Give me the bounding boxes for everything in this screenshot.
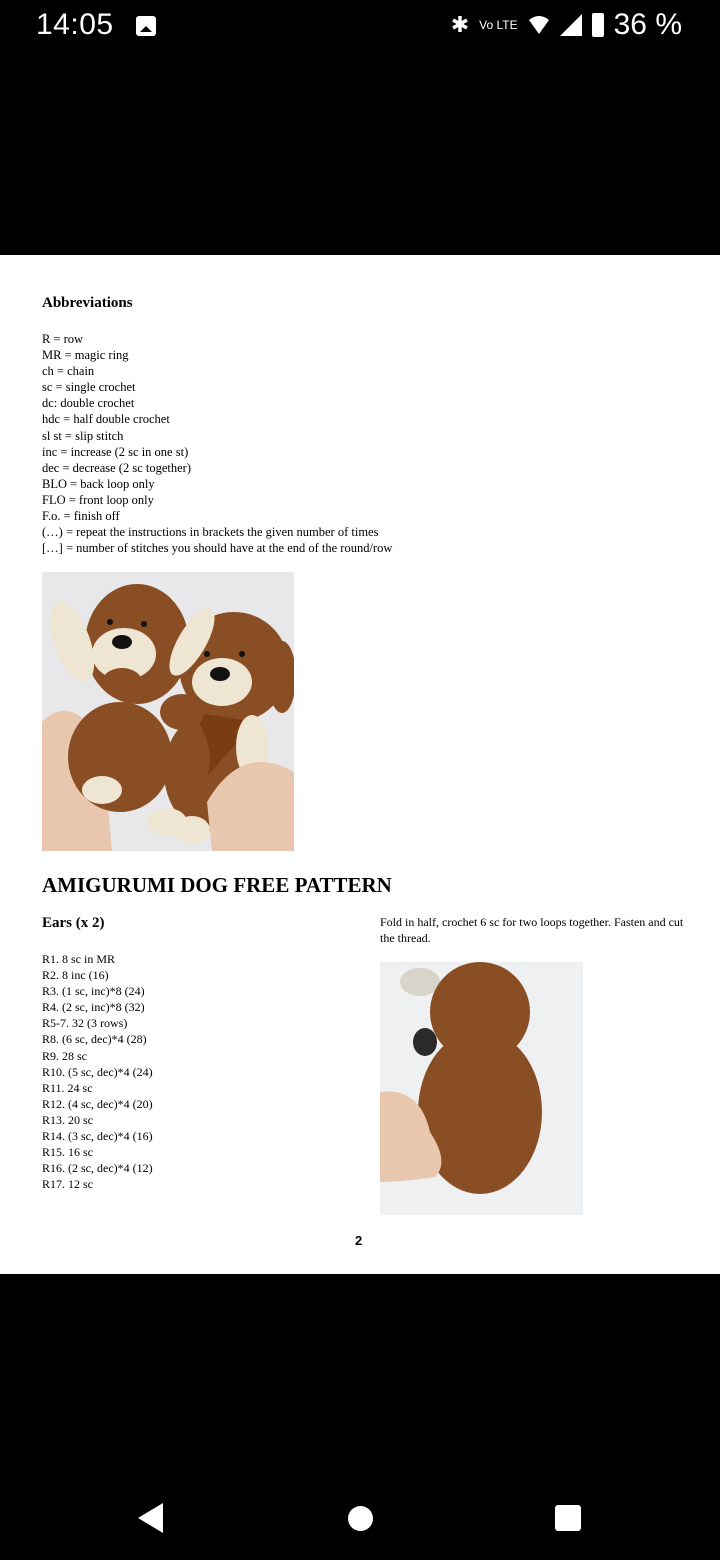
abbreviations-title: Abbreviations: [42, 295, 133, 311]
abbreviation-item: MR = magic ring: [42, 348, 129, 363]
signal-icon: [560, 14, 582, 36]
round-instruction: R2. 8 inc (16): [42, 968, 109, 983]
abbreviation-item: sc = single crochet: [42, 380, 136, 395]
volte-icon: Vo LTE: [479, 18, 518, 32]
ears-rounds-list: [42, 951, 153, 1192]
abbreviation-item: […] = number of stitches you should have at the end of the round/row: [42, 541, 393, 556]
abbreviations-list: [42, 331, 392, 556]
ear-crochet-photo: [380, 962, 583, 1215]
abbreviation-item: (…) = repeat the instructions in brackets the given number of times: [42, 525, 379, 540]
status-bar: [0, 0, 720, 56]
battery-icon: [592, 13, 604, 37]
bluetooth-icon: ✱: [450, 12, 470, 37]
page-number: 2: [355, 1233, 363, 1248]
battery-percent: 36 %: [613, 8, 682, 41]
round-instruction: R16. (2 sc, dec)*4 (12): [42, 1161, 153, 1176]
abbreviation-item: FLO = front loop only: [42, 492, 154, 507]
abbreviation-item: hdc = half double crochet: [42, 412, 170, 427]
round-instruction: R3. (1 sc, inc)*8 (24): [42, 984, 145, 999]
abbreviation-item: R = row: [42, 332, 84, 346]
back-icon[interactable]: [138, 1503, 163, 1533]
clock: 14:05: [36, 8, 114, 41]
status-icons: [451, 8, 682, 42]
image-notification-icon: [136, 16, 156, 36]
abbreviation-item: inc = increase (2 sc in one st): [42, 444, 189, 459]
round-instruction: R9. 28 sc: [42, 1048, 87, 1063]
round-instruction: R4. (2 sc, inc)*8 (32): [42, 1000, 145, 1015]
abbreviation-item: sl st = slip stitch: [42, 428, 124, 443]
home-icon[interactable]: [348, 1506, 373, 1531]
round-instruction: R10. (5 sc, dec)*4 (24): [42, 1064, 153, 1079]
abbreviation-item: ch = chain: [42, 364, 95, 379]
dog-plush-photo: [42, 572, 294, 851]
abbreviation-item: dec = decrease (2 sc together): [42, 460, 191, 475]
wifi-icon: [528, 14, 550, 36]
abbreviation-item: BLO = back loop only: [42, 476, 155, 491]
round-instruction: R14. (3 sc, dec)*4 (16): [42, 1129, 153, 1144]
round-instruction: R13. 20 sc: [42, 1112, 93, 1127]
round-instruction: R11. 24 sc: [42, 1080, 93, 1095]
round-instruction: R15. 16 sc: [42, 1145, 93, 1160]
recent-apps-icon[interactable]: [555, 1505, 581, 1531]
round-instruction: R1. 8 sc in MR: [42, 952, 116, 966]
document-page[interactable]: [0, 255, 720, 1274]
abbreviation-item: dc: double crochet: [42, 396, 135, 411]
round-instruction: R8. (6 sc, dec)*4 (28): [42, 1032, 147, 1047]
abbreviation-item: F.o. = finish off: [42, 509, 120, 524]
ears-section-title: Ears (x 2): [42, 915, 105, 931]
round-instruction: R12. (4 sc, dec)*4 (20): [42, 1096, 153, 1111]
round-instruction: R5-7. 32 (3 rows): [42, 1016, 128, 1031]
ears-finishing-note: Fold in half, crochet 6 sc for two loops together. Fasten and cut the thread.: [380, 915, 684, 945]
pattern-title: AMIGURUMI DOG FREE PATTERN: [42, 873, 392, 897]
round-instruction: R17. 12 sc: [42, 1177, 93, 1192]
